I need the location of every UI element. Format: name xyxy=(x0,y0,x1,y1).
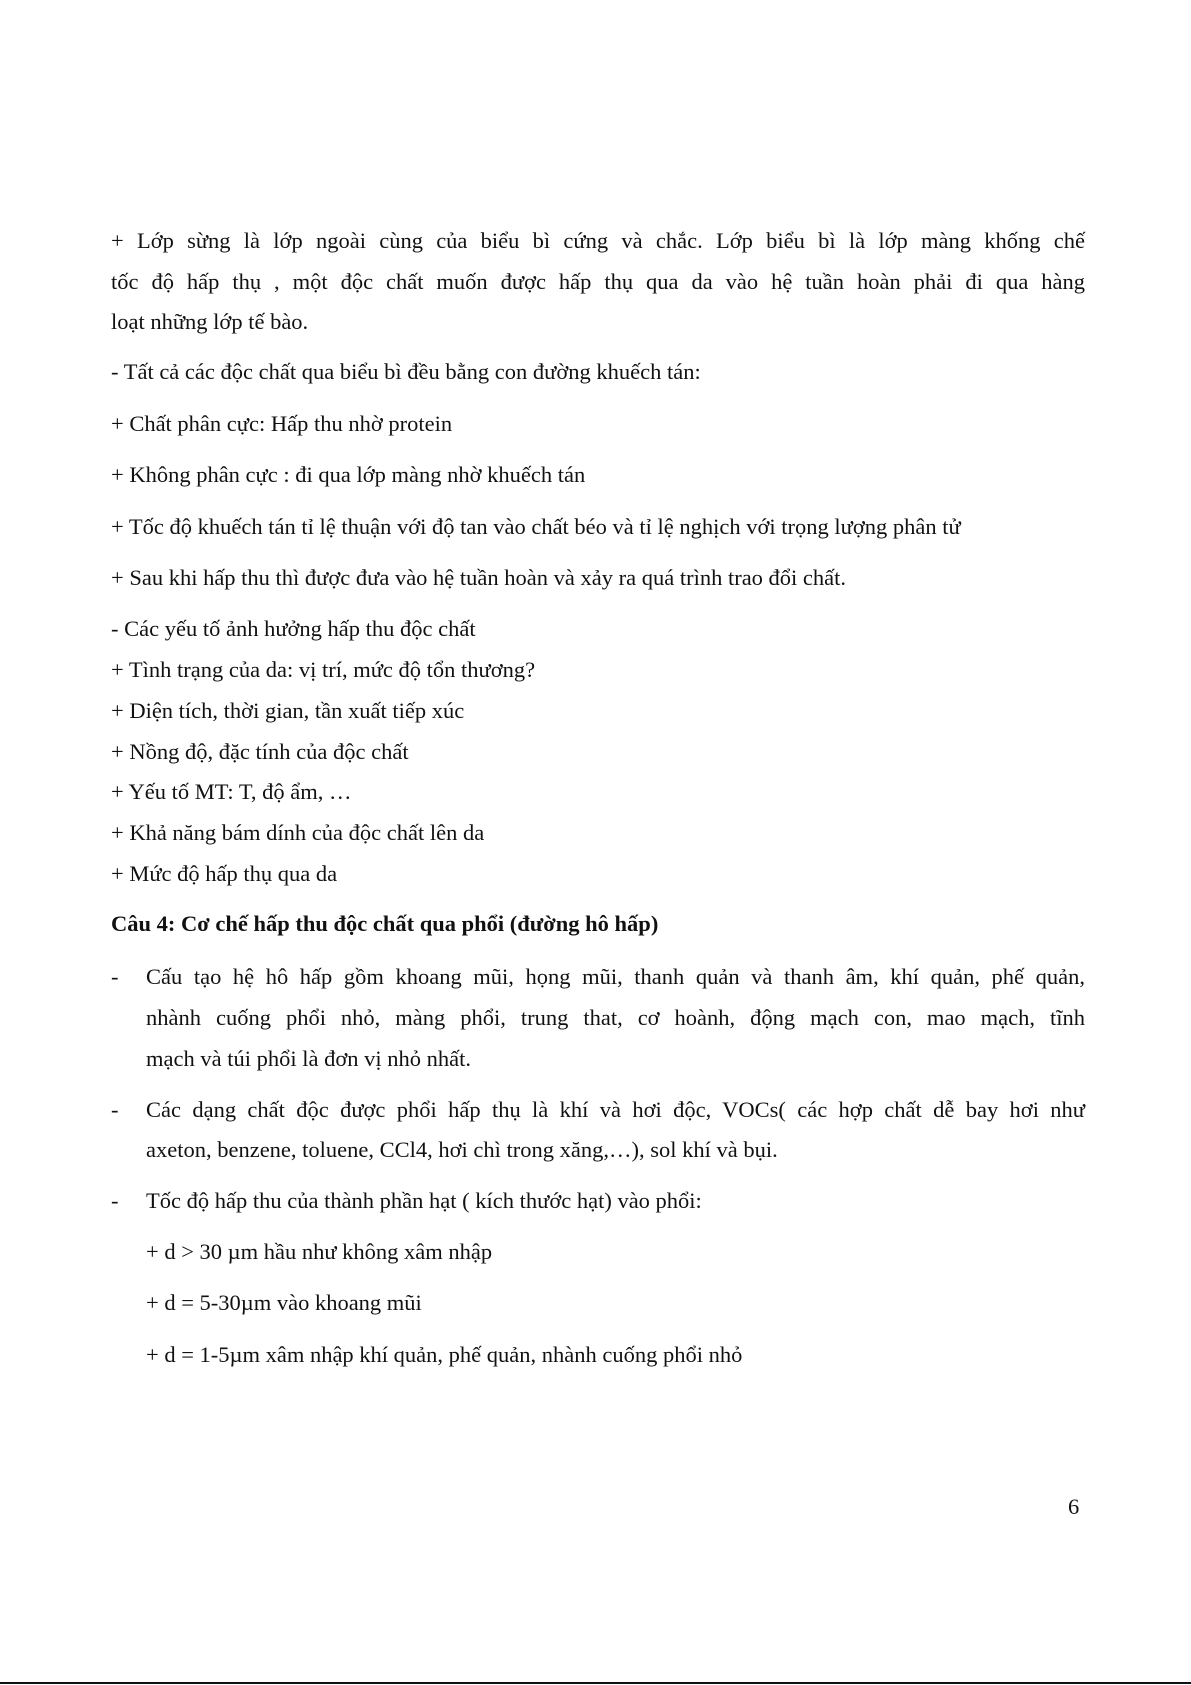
paragraph-line: + Yếu tố MT: T, độ ẩm, … xyxy=(111,779,352,804)
bullet-line: Cấu tạo hệ hô hấp gồm khoang mũi, họng mũi, thanh quản và thanh âm, khí quản, phế quản, xyxy=(146,964,1085,989)
section-heading: Câu 4: Cơ chế hấp thu độc chất qua phổi (đường hô hấp) xyxy=(111,911,659,936)
paragraph-line: loạt những lớp tế bào. xyxy=(111,309,309,334)
paragraph-line: + Khả năng bám dính của độc chất lên da xyxy=(111,820,485,845)
paragraph-line: - Các yếu tố ảnh hưởng hấp thu độc chất xyxy=(111,616,476,641)
bullet-line: Các dạng chất độc được phổi hấp thụ là khí và hơi độc, VOCs( các hợp chất dễ bay hơi như xyxy=(146,1097,1085,1122)
sub-item: + d > 30 µm hầu như không xâm nhập xyxy=(146,1239,493,1264)
paragraph-line: + Nồng độ, đặc tính của độc chất xyxy=(111,739,409,764)
page-number: 6 xyxy=(1068,1494,1080,1519)
bullet-line: nhành cuống phổi nhỏ, màng phổi, trung that, cơ hoành, động mạch con, mao mạch, tĩnh xyxy=(146,1005,1085,1030)
paragraph-line: + Tốc độ khuếch tán tỉ lệ thuận với độ tan vào chất béo và tỉ lệ nghịch với trọng lượng phân tử xyxy=(111,514,961,539)
bullet-dash: - xyxy=(111,1097,119,1122)
paragraph-line: + Lớp sừng là lớp ngoài cùng của biểu bì cứng và chắc. Lớp biểu bì là lớp màng khống chế xyxy=(111,228,1085,253)
bullet-line: Tốc độ hấp thu của thành phần hạt ( kích thước hạt) vào phổi: xyxy=(146,1188,702,1213)
bullet-dash: - xyxy=(111,1188,119,1213)
paragraph-line: + Tình trạng của da: vị trí, mức độ tổn thương? xyxy=(111,657,536,682)
paragraph-line: - Tất cả các độc chất qua biểu bì đều bằng con đường khuếch tán: xyxy=(111,359,701,384)
paragraph-line: tốc độ hấp thụ , một độc chất muốn được hấp thụ qua da vào hệ tuần hoàn phải đi qua hàng xyxy=(111,269,1085,294)
paragraph-line: + Chất phân cực: Hấp thu nhờ protein xyxy=(111,411,453,436)
paragraph-line: + Mức độ hấp thụ qua da xyxy=(111,861,338,886)
sub-item: + d = 1-5µm xâm nhập khí quản, phế quản, nhành cuống phổi nhỏ xyxy=(146,1342,743,1367)
paragraph-line: + Diện tích, thời gian, tần xuất tiếp xúc xyxy=(111,698,465,723)
bottom-rule xyxy=(0,1682,1191,1684)
paragraph-line: + Sau khi hấp thu thì được đưa vào hệ tuần hoàn và xảy ra quá trình trao đổi chất. xyxy=(111,565,847,590)
bullet-line: mạch và túi phổi là đơn vị nhỏ nhất. xyxy=(146,1046,471,1071)
bullet-dash: - xyxy=(111,964,119,989)
paragraph-line: + Không phân cực : đi qua lớp màng nhờ khuếch tán xyxy=(111,462,586,487)
bullet-line: axeton, benzene, toluene, CCl4, hơi chì trong xăng,…), sol khí và bụi. xyxy=(146,1137,778,1162)
sub-item: + d = 5-30µm vào khoang mũi xyxy=(146,1290,422,1315)
